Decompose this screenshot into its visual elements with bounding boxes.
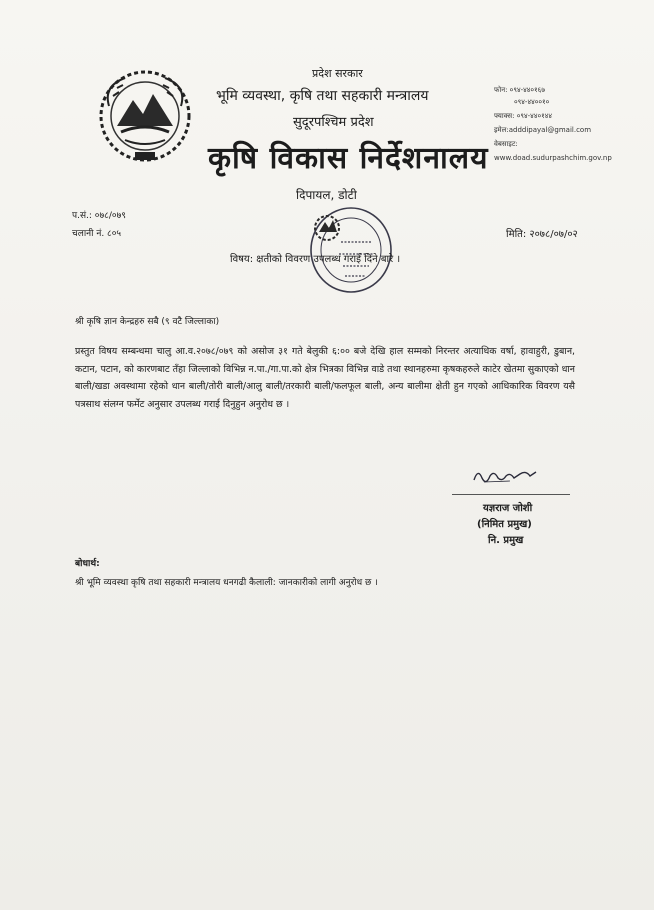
signatory-designation: नि. प्रमुख <box>488 535 524 546</box>
province-name: सुदूरपश्चिम प्रदेश <box>293 115 374 130</box>
handwritten-signature <box>470 464 540 488</box>
contact-website: www.doad.sudurpashchim.gov.np <box>494 154 612 162</box>
government-name: प्रदेश सरकार <box>312 67 363 80</box>
letter-body: प्रस्तुत विषय सम्बन्धमा चालु आ.व.२०७८/०७९ को असोज ३१ गते बेलुकी ६:०० बजे देखि हाल सम्मको निरन्तर अत्याधिक वर्षा, हावाहुरी, डुबान, कटान, पटान, को कारणबाट तँहा जिल्लाको विभिन्न न.पा./गा.पा.को क्षेत्र भित्रका विभिन्न वाडे तथा स्थानहरुमा कृषकहरुले काटेर खेतमा सुकाएको धान बाली/खडा अवस्थामा रहेको धान बाली/तोरी बाली/आलु बाली/तरकारी बाली/फलफूल बाली, अन्य बालीमा क्षेती हुन गएको आधिकारिक विवरण यसै पत्रसाथ संलग्न फर्मेट अनुसार उपलब्ध गराई दिनुहुन अनुरोध छ । <box>75 346 575 410</box>
letter-date: मिति: २०७८/०७/०२ <box>506 229 578 240</box>
dispatch-number: चलानी नं. ८०५ <box>72 229 122 239</box>
government-emblem-logo <box>95 66 195 166</box>
contact-phone-1: फोन: ०९४-४४०१६७ <box>494 86 545 94</box>
office-seal-stamp <box>305 198 397 298</box>
contact-fax: फ्याक्स: ०९४-४४०१४४ <box>494 112 553 120</box>
contact-phone-2: ०९४-४४००१० <box>514 98 550 106</box>
cc-recipient: श्री भूमि व्यवस्था कृषि तथा सहकारी मन्त्रालय धनगढी कैलाली: जानकारीको लागी अनुरोध छ । <box>75 578 378 588</box>
signatory-title: (निमित प्रमुख) <box>477 519 532 530</box>
letter-subject: विषय: क्षतीको विवरण उपलब्ध गराई दिने बारे । <box>230 254 401 265</box>
cc-label: बोधार्थ: <box>75 559 100 569</box>
signature-line <box>452 494 570 495</box>
ministry-name: भूमि व्यवस्था, कृषि तथा सहकारी मन्त्रालय <box>216 88 429 104</box>
contact-email: इमेल:adddipayal@gmail.com <box>494 126 592 134</box>
letter-addressee: श्री कृषि ज्ञान केन्द्रहरु सबै (९ वटै जिल्लाका) <box>75 317 220 327</box>
directorate-title: कृषि विकास निर्देशनालय <box>208 141 489 176</box>
office-location: दिपायल, डोटी <box>296 188 357 202</box>
contact-website-label: वेबसाइट: <box>494 140 518 148</box>
signatory-name: यज्ञराज जोशी <box>483 503 533 514</box>
reference-number: प.सं.: ०७८/०७९ <box>72 211 126 221</box>
